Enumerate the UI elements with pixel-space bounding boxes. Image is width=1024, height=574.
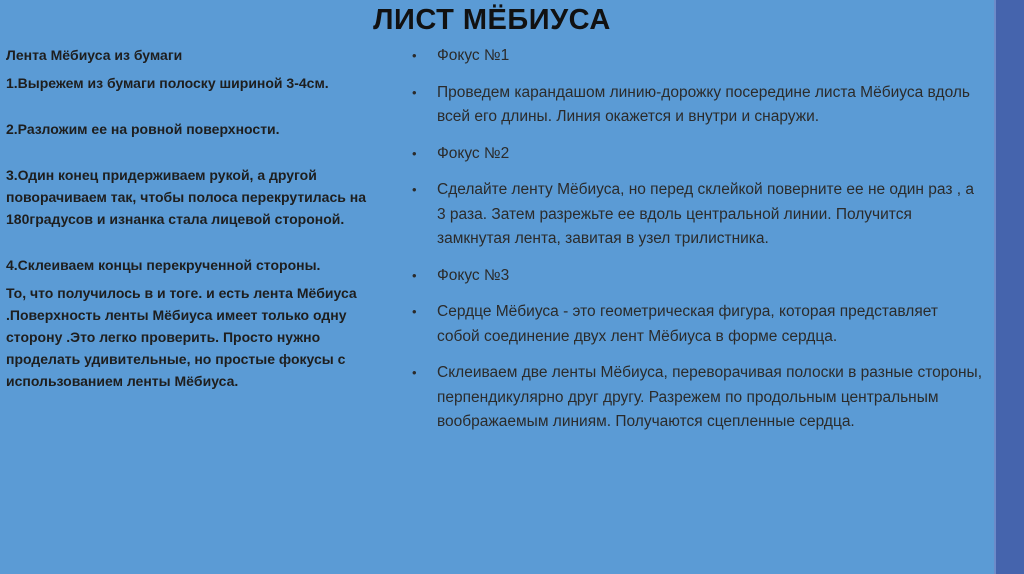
bullet-icon: • [412,267,417,283]
list-item [412,142,984,167]
list-item-text: Проведем карандашом линию-дорожку посередине листа Мёбиуса вдоль всей его длины. Линия окажется и внутри и снаружи. [437,83,970,125]
bullet-icon: • [412,48,417,63]
step-2: 2.Разложим ее на ровной поверхности. [6,121,280,137]
side-band-stripe [994,0,996,574]
list-item-text: Фокус №1 [437,47,510,64]
list-item [412,361,984,435]
list-item-text: Фокус №2 [437,144,510,162]
right-column [412,44,984,447]
slide-title: ЛИСТ МЁБИУСА [373,4,611,36]
bullet-icon: • [412,304,417,319]
list-item [412,81,984,130]
step-3: 3.Один конец придерживаем рукой, а другой поворачиваем так, чтобы полоса перекрутилась на 180градусов и изнанка стала лицевой стороной. [6,167,366,227]
list-item [412,178,984,252]
bullet-icon: • [412,84,417,100]
side-band [994,0,1024,574]
list-item [412,264,984,289]
list-item [412,300,984,349]
bullet-icon: • [412,145,417,161]
left-column [6,44,396,392]
conclusion-text: То, что получилось в и тоге. и есть лента Мёбиуса .Поверхность ленты Мёбиуса имеет только одну сторону .Это легко проверить. Просто нужно проделать удивительные, но простые фокусы с использованием ленты Мёбиуса. [6,285,357,389]
list-item-text: Сделайте ленту Мёбиуса, но перед склейкой поверните ее не один раз , а 3 раза. Затем разрежьте ее вдоль центральной линии. Получится замкнутая лента, завитая в узел трилистника. [437,181,974,247]
step-4: 4.Склеиваем концы перекрученной стороны. [6,257,321,273]
step-1: 1.Вырежем из бумаги полоску шириной 3-4см. [6,75,329,91]
bullet-icon: • [412,365,417,380]
list-item-text: Фокус №3 [437,266,510,284]
bullet-list [412,44,984,435]
left-heading: Лента Мёбиуса из бумаги [6,47,183,63]
bullet-icon: • [412,182,417,197]
list-item [412,44,984,69]
list-item-text: Сердце Мёбиуса - это геометрическая фигура, которая представляет собой соединение двух лент Мёбиуса в форме сердца. [437,303,938,345]
list-item-text: Склеиваем две ленты Мёбиуса, переворачивая полоски в разные стороны, перпендикулярно друг другу. Разрежем по продольным центральным воображаемым линиям. Получаются сцепленные сердца. [437,364,983,430]
